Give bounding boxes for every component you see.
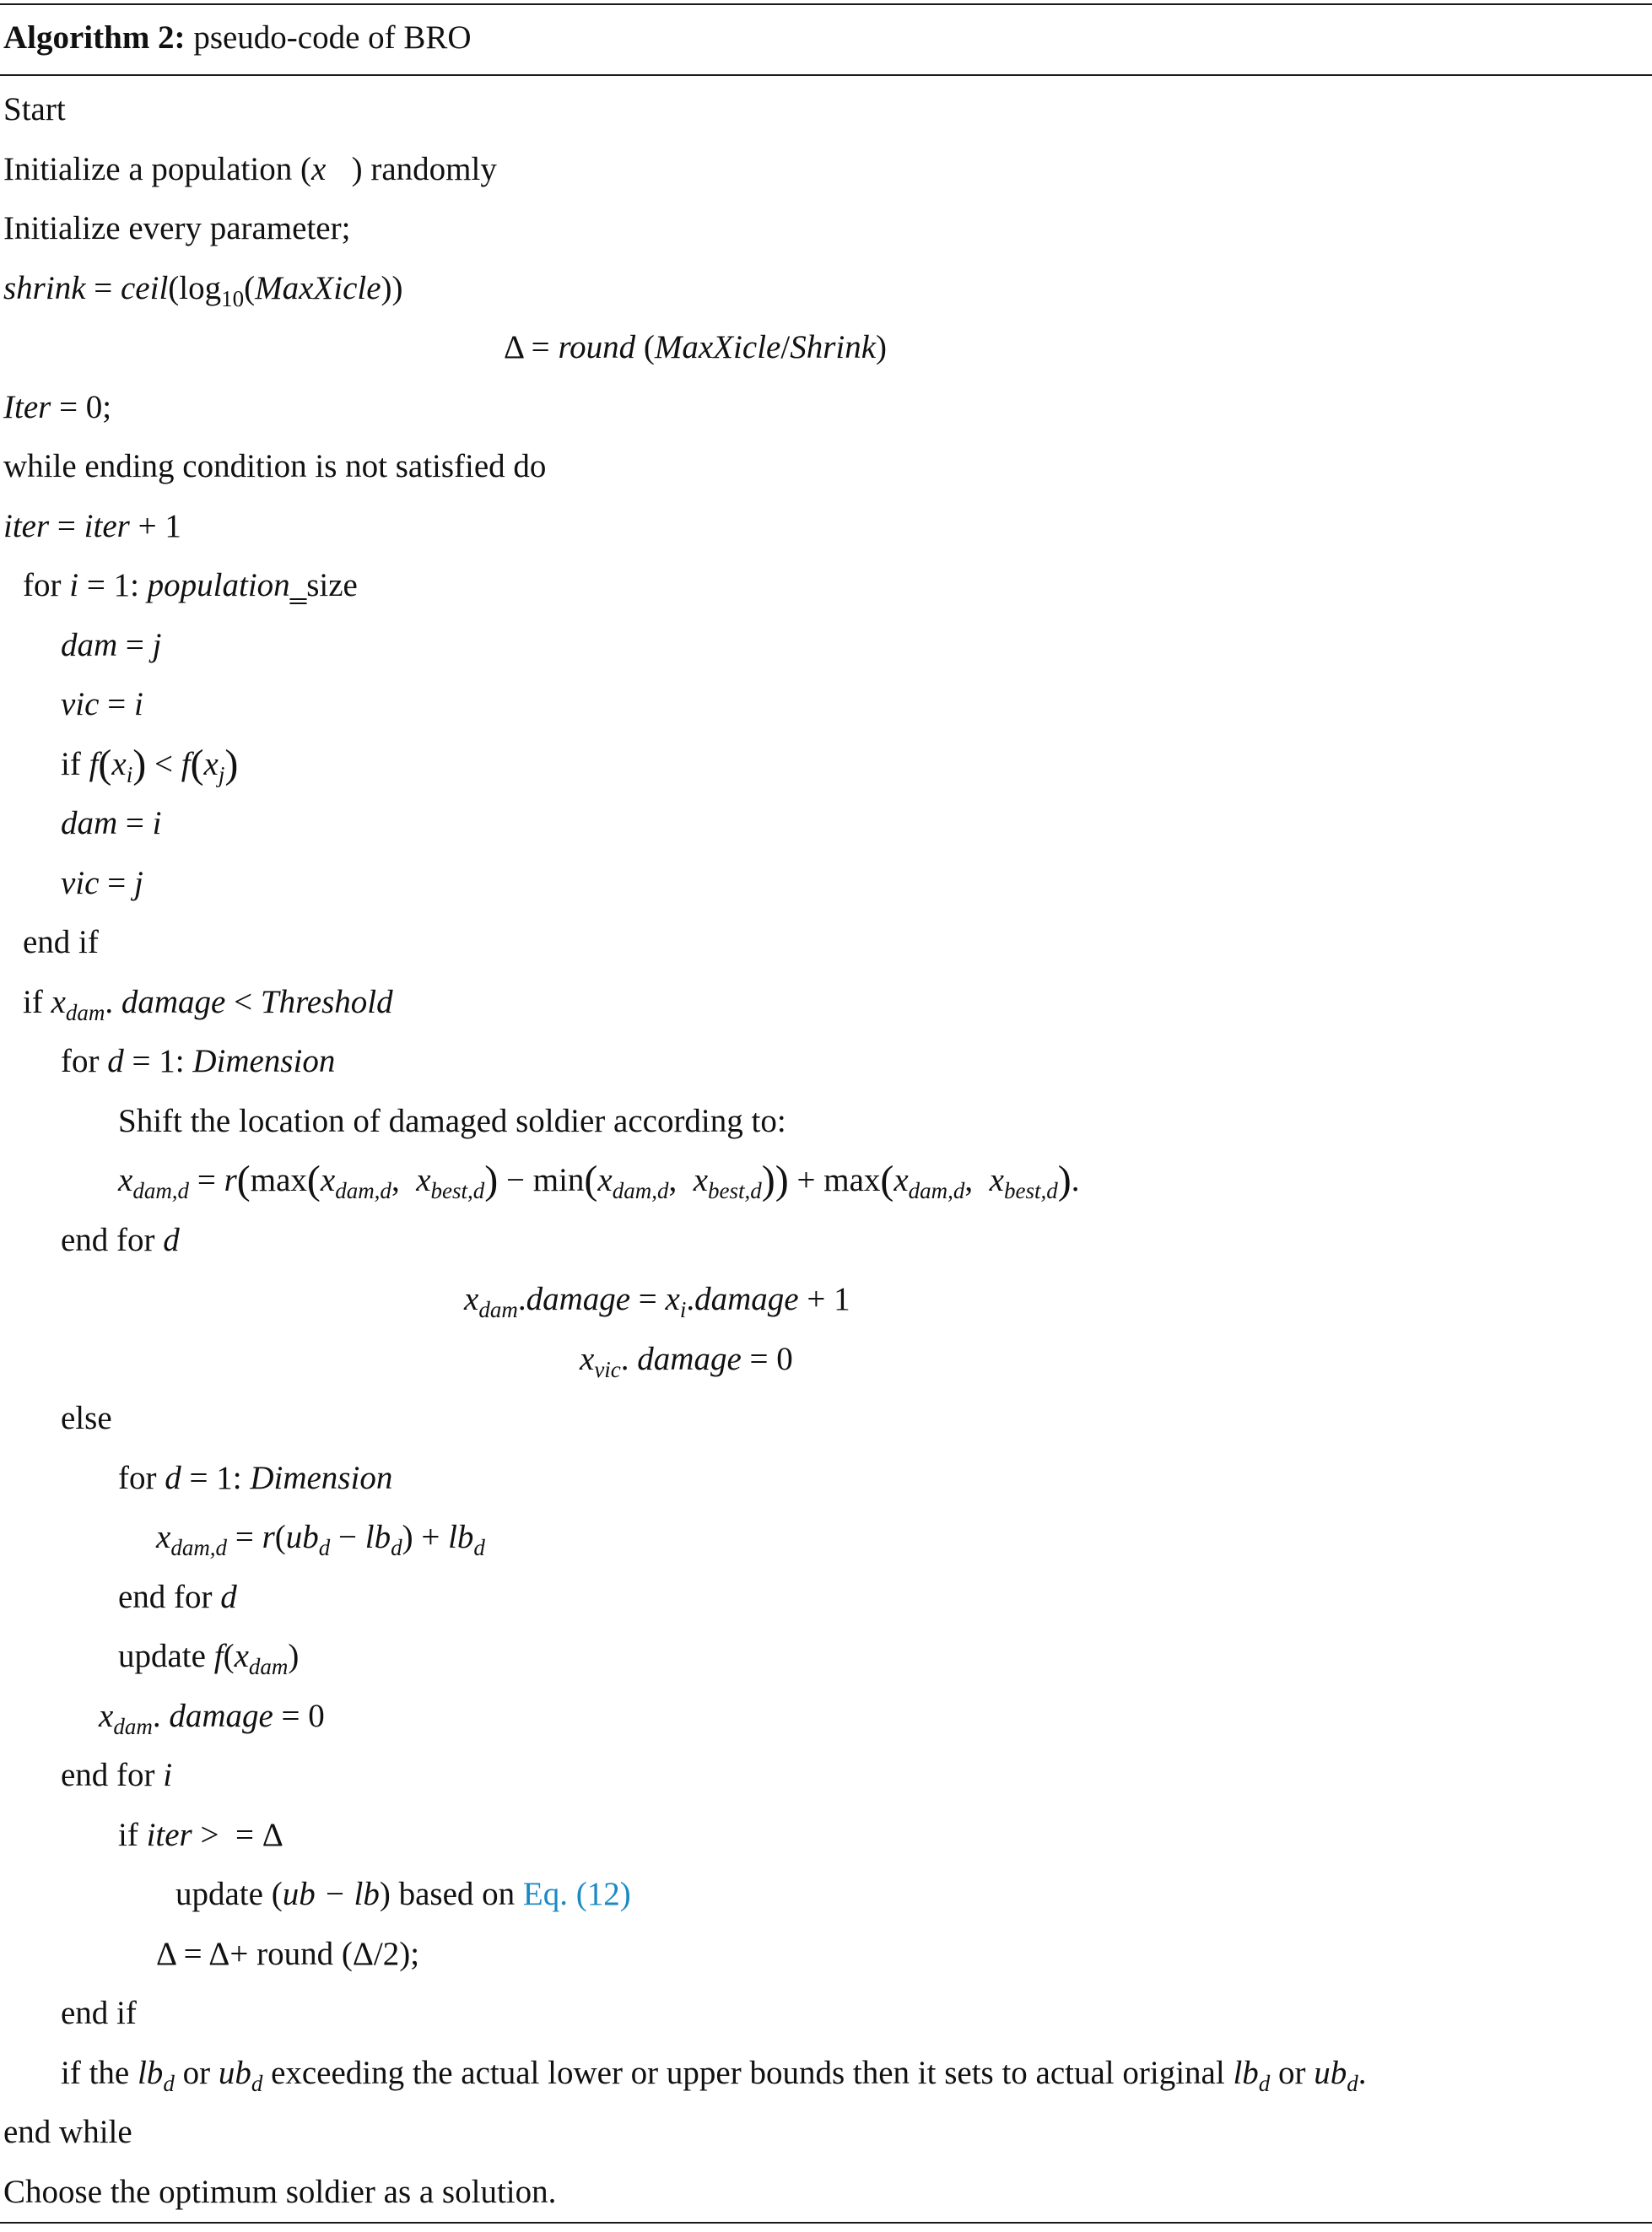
line-init-params: Initialize every parameter; <box>3 210 351 246</box>
formula-if-iter-delta: if iter > = Δ <box>118 1817 283 1853</box>
formula-damage-increment: $x_{dam}.damage$ = $x_i.damage + 1$ <box>464 1281 850 1322</box>
line-end-for-d-1: end for d <box>61 1222 180 1258</box>
line-while: while ending condition is not satisfied do <box>3 448 547 484</box>
line-shift: Shift the location of damaged soldier according to: <box>118 1103 786 1139</box>
line-end-if-2: end if <box>61 1995 137 2031</box>
formula-if-compare: if $f(x_i) < f(x_j)$ <box>61 742 239 787</box>
line-else: else <box>61 1400 112 1436</box>
formula-dam-j: dam = j <box>61 627 162 663</box>
line-end-if-1: end if <box>23 924 99 960</box>
line-bounds-check: if the $lb_d$ or $ub_d$ exceeding the actual lower or upper bounds then it sets to actual original $lb_d$ or $ub_d$. <box>61 2055 1367 2096</box>
formula-dam-damage-reset: $x_{dam}$. damage = 0 <box>99 1698 325 1739</box>
algorithm-title-lead: Algorithm 2: <box>3 19 186 56</box>
line-end-while: end while <box>3 2114 132 2150</box>
formula-random-position: $x_{dam,d} = r(ub_d - lb_d) + lb_d$ <box>156 1519 485 1560</box>
line-start: Start <box>3 91 66 127</box>
formula-vic-damage-reset: $x_{vic}$. damage = 0 <box>580 1341 793 1382</box>
bottom-rule <box>0 2222 1652 2224</box>
line-for-population: for i = 1: population‗size <box>23 567 358 603</box>
top-rule <box>0 3 1652 5</box>
formula-vic-i: vic = i <box>61 686 143 722</box>
formula-shift-location: $x_{dam,d} = r(\max(x_{dam,d}$, $x_{best,d}) - \min(x_{dam,d}$, $x_{best,d})) + \max(x_{dam,d}$, $x_{best,d}$). <box>118 1158 1080 1203</box>
formula-vic-j: vic = j <box>61 865 143 901</box>
line-end-for-d-2: end for d <box>118 1579 237 1615</box>
algorithm-title-text: pseudo-code of BRO <box>193 19 472 56</box>
formula-iter-init: Iter = 0; <box>3 389 112 425</box>
formula-if-threshold: if $x_{dam}$. damage < Threshold <box>23 984 393 1025</box>
line-end-for-i: end for i <box>61 1757 173 1793</box>
line-choose: Choose the optimum soldier as a solution. <box>3 2174 557 2210</box>
algorithm-title <box>3 17 472 59</box>
formula-dam-i: dam = i <box>61 805 162 841</box>
formula-delta: Δ = round (MaxXicle/Shrink) <box>504 329 888 365</box>
formula-for-dimension-2: for d = 1: Dimension <box>118 1460 393 1496</box>
formula-for-dimension-1: for d = 1: Dimension <box>61 1043 336 1079</box>
line-update-bounds: update (ub − lb) based on Eq. (12) <box>175 1876 631 1912</box>
line-init-population: Initialize a population (x⃗) randomly <box>3 151 497 187</box>
formula-shrink: shrink = $ceil(\log_{10}(MaxXicle))$ <box>3 270 403 311</box>
equation-link[interactable]: Eq. (12) <box>522 1876 631 1912</box>
line-update-fitness: update $f(x_{dam})$ <box>118 1638 300 1679</box>
formula-iter-increment: iter = iter + 1 <box>3 508 181 544</box>
formula-delta-update: Δ = Δ+ round (Δ/2); <box>156 1936 420 1972</box>
header-rule <box>0 74 1652 76</box>
